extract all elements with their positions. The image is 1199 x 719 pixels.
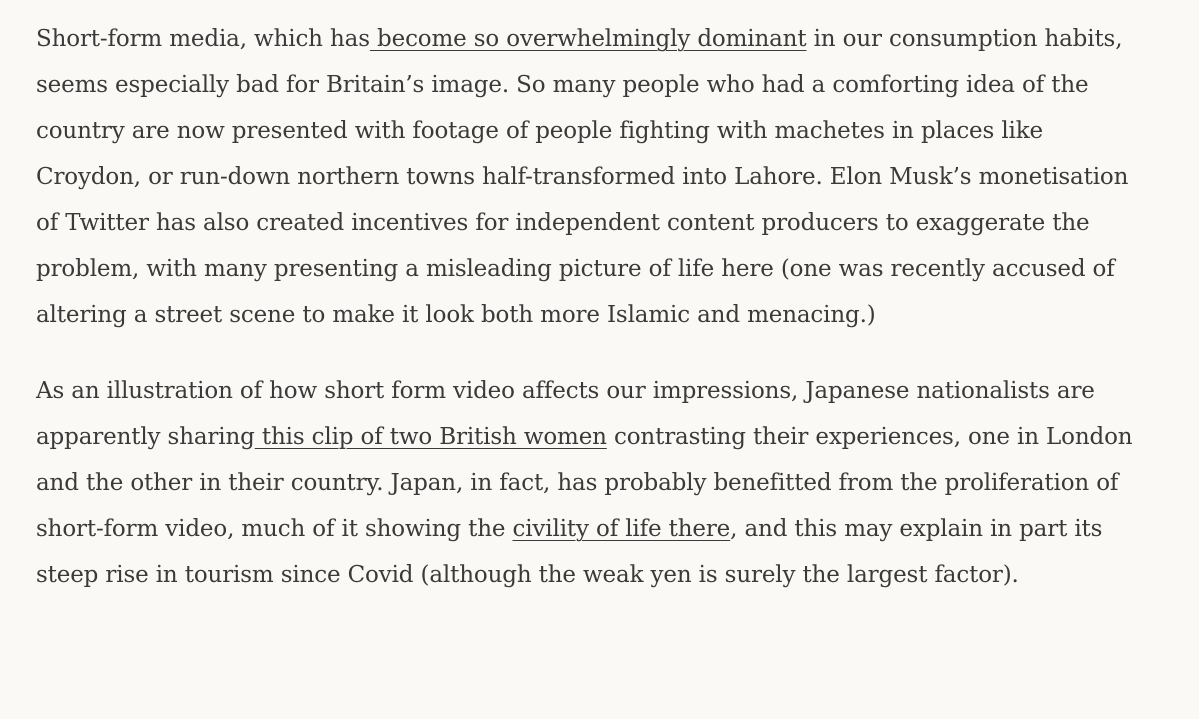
paragraph-text: Short-form media, which has <box>36 26 370 52</box>
paragraph-1 <box>36 16 1146 338</box>
paragraph-2 <box>36 368 1146 598</box>
link-become-so-overwhelmingly-dominant[interactable]: become so overwhelmingly dominant <box>369 26 807 52</box>
article-body <box>36 16 1146 628</box>
link-civility-of-life-there[interactable]: civility of life there <box>512 516 731 542</box>
paragraph-text: in our consumption habits, seems especially bad for Britain’s image. So many people who had a comforting idea of the country are now presented with footage of people fighting with machetes in places like Croydon, or run-down northern towns half-transformed into Lahore. Elon Musk’s monetisation of Twitter has also created incentives for independent content producers to exaggerate the problem, with many presenting a misleading picture of life here (one was recently accused of altering a street scene to make it look both more Islamic and menacing.) <box>36 26 1129 328</box>
paragraph-text: , and this may explain in part its steep rise in tourism since Covid (although the weak yen is surely the largest factor). <box>36 516 1103 588</box>
paragraph-text: As an illustration of how short form video affects our impressions, Japanese nationalists are apparently sharing <box>36 378 1095 450</box>
link-this-clip-of-two-british-women[interactable]: this clip of two British women <box>254 424 607 450</box>
paragraph-text: contrasting their experiences, one in London and the other in their country. Japan, in fact, has probably benefitted from the proliferation of short-form video, much of it showing the <box>36 424 1133 542</box>
